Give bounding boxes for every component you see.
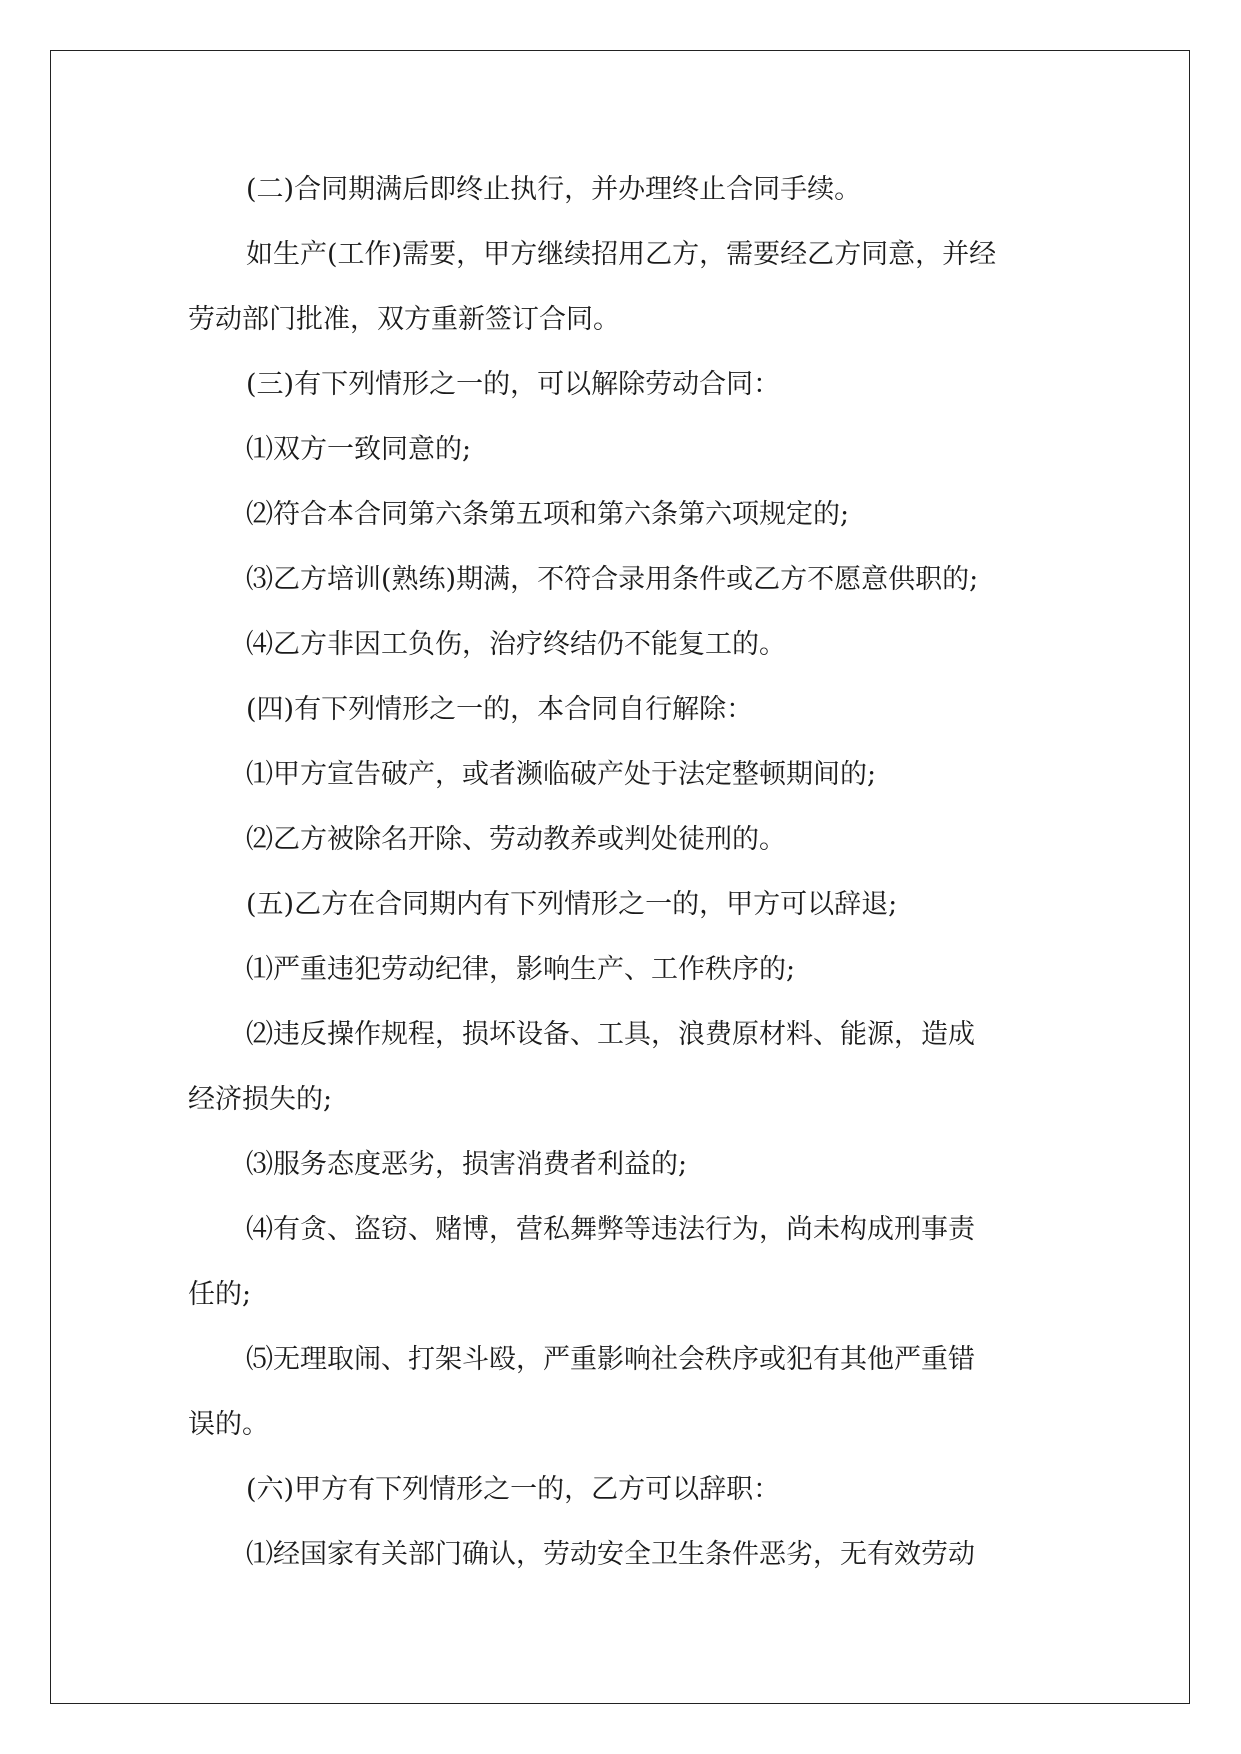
paragraph-line: ⑷有贪、盗窃、赌博，营私舞弊等违法行为，尚未构成刑事责 [246, 1214, 975, 1245]
paragraph-line: ⑵符合本合同第六条第五项和第六条第六项规定的; [246, 499, 850, 530]
paragraph-line: 劳动部门批准，双方重新签订合同。 [188, 304, 620, 335]
paragraph-line: 经济损失的; [188, 1084, 333, 1115]
paragraph-line: (三)有下列情形之一的，可以解除劳动合同： [246, 369, 781, 400]
paragraph-line: 误的。 [188, 1409, 269, 1440]
paragraph-line: ⑵违反操作规程，损坏设备、工具，浪费原材料、能源，造成 [246, 1019, 975, 1050]
paragraph-line: 如生产(工作)需要，甲方继续招用乙方，需要经乙方同意，并经 [246, 239, 997, 270]
paragraph-line: (二)合同期满后即终止执行，并办理终止合同手续。 [246, 174, 862, 205]
paragraph-line: (五)乙方在合同期内有下列情形之一的，甲方可以辞退; [246, 889, 898, 920]
paragraph-line: ⑶服务态度恶劣，损害消费者利益的; [246, 1149, 688, 1180]
paragraph-line: ⑴甲方宣告破产，或者濒临破产处于法定整顿期间的; [246, 759, 877, 790]
paragraph-line: (四)有下列情形之一的，本合同自行解除： [246, 694, 754, 725]
paragraph-line: ⑴严重违犯劳动纪律，影响生产、工作秩序的; [246, 954, 796, 985]
paragraph-line: 任的; [188, 1279, 252, 1310]
paragraph-line: (六)甲方有下列情形之一的，乙方可以辞职： [246, 1474, 781, 1505]
paragraph-line: ⑸无理取闹、打架斗殴，严重影响社会秩序或犯有其他严重错 [246, 1344, 975, 1375]
document-body [188, 157, 1068, 1587]
paragraph-line: ⑴经国家有关部门确认，劳动安全卫生条件恶劣，无有效劳动 [246, 1539, 975, 1570]
paragraph-line: ⑴双方一致同意的; [246, 434, 472, 465]
paragraph-line: ⑵乙方被除名开除、劳动教养或判处徒刑的。 [246, 824, 786, 855]
paragraph-line: ⑶乙方培训(熟练)期满，不符合录用条件或乙方不愿意供职的; [246, 564, 979, 595]
paragraph-line: ⑷乙方非因工负伤，治疗终结仍不能复工的。 [246, 629, 786, 660]
